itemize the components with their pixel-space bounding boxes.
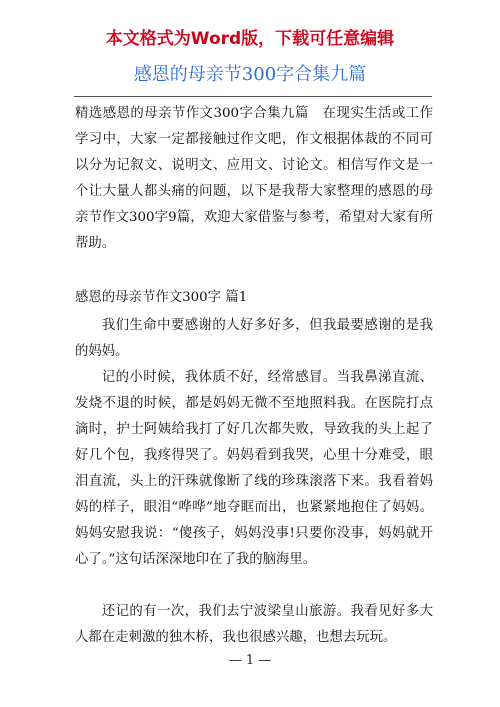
page-number: — 1 — xyxy=(228,653,272,668)
intro-paragraph: 精选感恩的母亲节作文300字合集九篇 在现实生活或工作学习中，大家一定都接触过作文吧，作文根据体裁的不同可以分为记叙文、说明文、应用文、讨论文。相信写作文是一个让大量人都头痛的问题，以下是我帮大家整理的感恩的母亲节作文300字9篇，欢迎大家借鉴与参考，希望对大家有所帮助。 xyxy=(75,106,433,251)
body-paragraph: 还记的有一次，我们去宁波梁皇山旅游。我看见好多大人都在走刺激的独木桥，我也很感兴趣，也想去玩玩。 xyxy=(75,604,433,645)
body-paragraph: 记的小时候，我体质不好，经常感冒。当我鼻涕直流、发烧不退的时候，都是妈妈无微不至地照料我。在医院打点滴时，护士阿姨给我打了好几次都失败，导致我的头上起了好几个包，我疼得哭了。妈妈看到我哭，心里十分难受，眼泪直流，头上的汗珠就像断了线的珍珠滚落下来。我看着妈妈的样子，眼泪“哗哗”地夺眶而出，也紧紧地抱住了妈妈。妈妈安慰我说：“傻孩子，妈妈没事!只要你没事，妈妈就开心了。”这句话深深地印在了我的脑海里。 xyxy=(75,370,433,567)
section-heading: 感恩的母亲节作文300字 篇1 xyxy=(75,290,248,305)
body-paragraph: 我们生命中要感谢的人好多好多，但我最要感谢的是我的妈妈。 xyxy=(75,318,433,359)
editable-format-banner: 本文格式为Word版，下载可任意编辑 xyxy=(105,29,395,49)
title-divider xyxy=(74,96,432,97)
document-title: 感恩的母亲节300字合集九篇 xyxy=(133,64,367,85)
